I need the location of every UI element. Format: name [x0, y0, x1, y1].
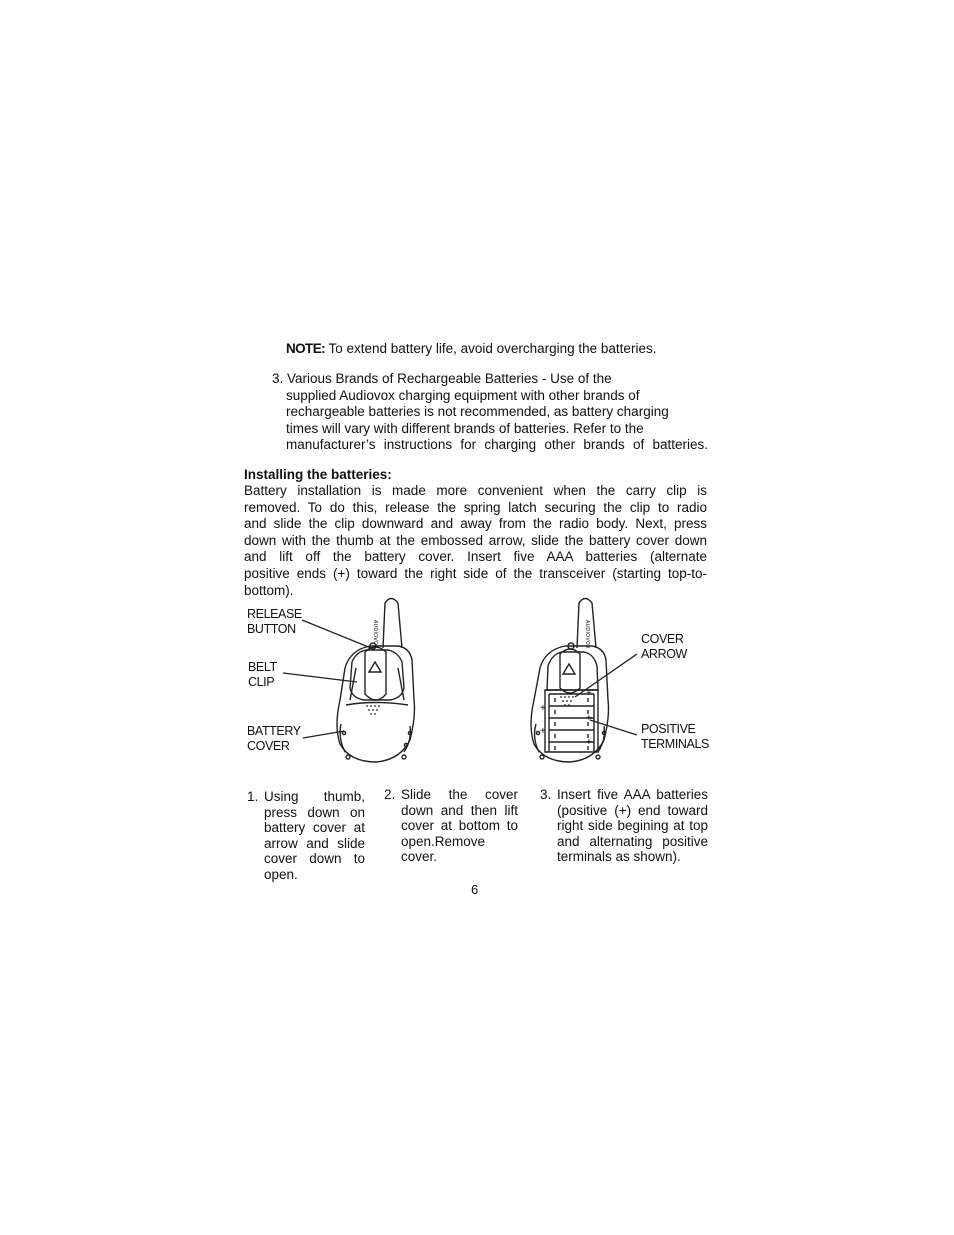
paragraph-line: and slide the clip downward and away from the radio body. Next, press [244, 516, 707, 532]
step-3: 3. Insert five AAA batteries (positive (+) end toward right side begining at top and alternating positive terminals as shown). [540, 787, 708, 865]
paragraph-line: Battery installation is made more convenient when the carry clip is [244, 483, 707, 498]
paragraph-line: bottom). [244, 582, 294, 598]
page-number: 6 [471, 882, 479, 897]
plus-sign: + [540, 726, 546, 737]
section-heading: Installing the batteries: [244, 467, 392, 482]
label-positive-terminals: POSITIVE TERMINALS [641, 722, 709, 751]
paragraph-line: down with the thumb at the embossed arrow, slide the battery cover down [244, 532, 707, 548]
step-number: 3. [540, 787, 552, 802]
item3-line-2: supplied Audiovox charging equipment with other brands of [286, 387, 640, 403]
antenna-brand-text: AUDIOVOX [372, 620, 378, 649]
step-1: 1. Using thumb, press down on battery cover at arrow and slide cover down to open. [247, 789, 365, 882]
paragraph-line: positive ends (+) toward the right side of the transceiver (starting top-to- [244, 565, 707, 581]
label-belt-clip: BELT CLIP [248, 660, 277, 689]
step-number: 2. [384, 787, 396, 802]
antenna-brand-text: AUDIOVOX [584, 620, 590, 649]
note-label: NOTE: [286, 341, 325, 356]
item3-line-1: 3. Various Brands of Rechargeable Batteries - Use of the [272, 371, 612, 386]
item3-line-3: rechargeable batteries is not recommended, as battery charging [286, 404, 669, 420]
plus-sign: + [586, 688, 592, 699]
paragraph-line: removed. To do this, release the spring latch securing the clip to radio [244, 499, 707, 515]
step-number: 1. [247, 789, 259, 804]
item3-line-4: times will vary with different brands of batteries. Refer to the [286, 420, 644, 436]
plus-sign: + [586, 713, 592, 724]
label-release-button: RELEASE BUTTON [247, 607, 302, 636]
paragraph-line: and lift off the battery cover. Insert five AAA batteries (alternate [244, 549, 707, 565]
label-battery-cover: BATTERY COVER [247, 724, 301, 753]
note-text: To extend battery life, avoid overcharging the batteries. [325, 341, 657, 356]
step-2: 2. Slide the cover down and then lift cover at bottom to open.Remove cover. [384, 787, 518, 865]
item3-line-5: manufacturer’s instructions for charging other brands of batteries. [286, 437, 708, 453]
label-cover-arrow: COVER ARROW [641, 632, 687, 661]
plus-sign: + [540, 703, 546, 714]
plus-sign: + [586, 737, 592, 748]
